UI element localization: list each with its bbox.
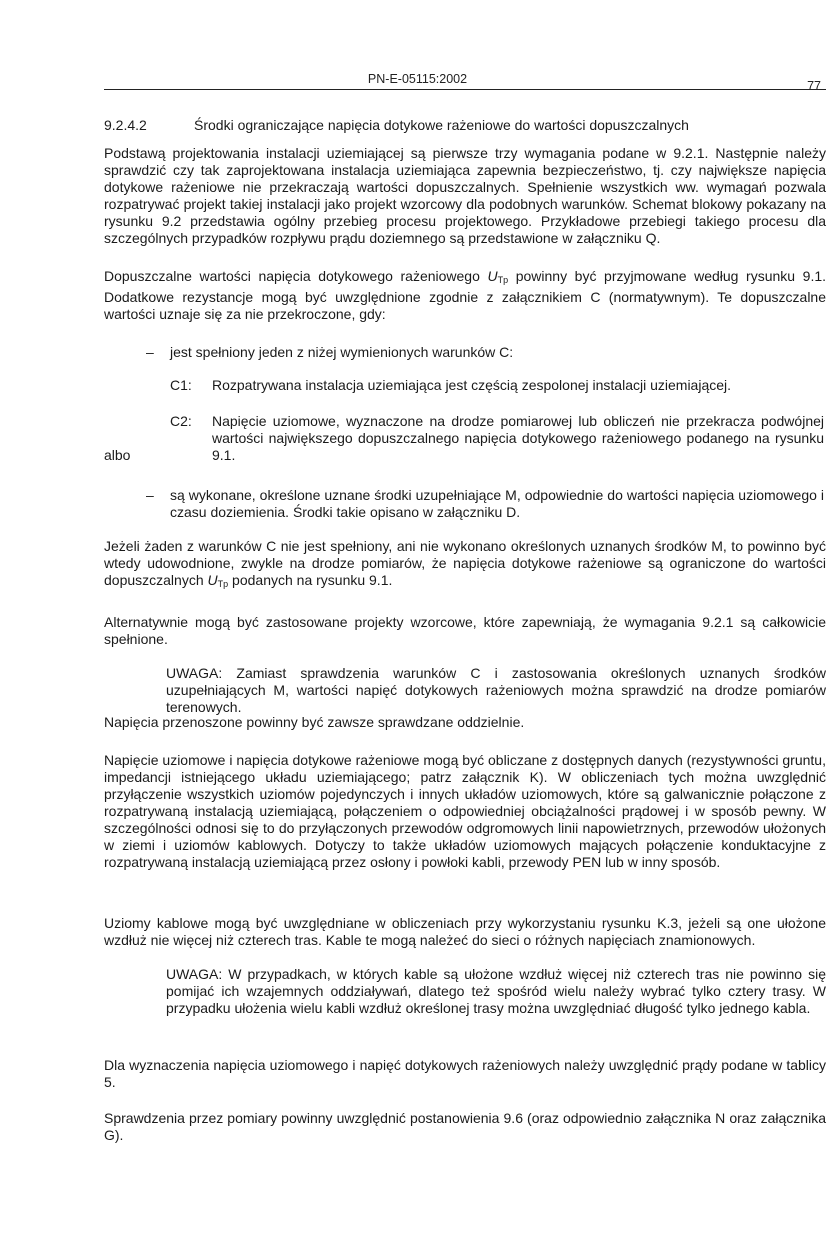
paragraph-5: Napięcia przenoszone powinny być zawsze sprawdzane oddzielnie. [104, 714, 525, 730]
condition-c1-label: C1: [170, 377, 192, 393]
paragraph-3-text-b: podanych na rysunku 9.1. [228, 572, 393, 588]
note-1: UWAGA: Zamiast sprawdzenia warunków C i zastosowania określonych uznanych środków uzupełniających M, wartości napięć dotykowych rażeniowych można sprawdzić na drodze pomiarów terenowych. [166, 665, 826, 715]
paragraph-4: Alternatywnie mogą być zastosowane projekty wzorcowe, które zapewniają, że wymagania 9.2.1 są całkowicie spełnione. [104, 614, 826, 647]
bullet-1-text: jest spełniony jeden z niżej wymienionych warunków C: [170, 344, 514, 360]
paragraph-9: Sprawdzenia przez pomiary powinny uwzględnić postanowienia 9.6 (oraz odpowiednio załącznika N oraz załącznika G). [104, 1110, 826, 1143]
paragraph-3 [104, 538, 826, 593]
utp-symbol: U [487, 268, 498, 284]
utp-symbol-2: U [207, 572, 218, 588]
note-2: UWAGA: W przypadkach, w których kable są ułożone wzdłuż więcej niż czterech tras nie powinno się pomijać ich wzajemnych oddziaływań, dlatego też spośród wielu należy wybrać tylko cztery trasy. W przypadku ułożenia wielu kabli wzdłuż określonej trasy można uwzględniać długość tylko jednego kabla. [166, 966, 826, 1016]
bullet-dash-2: – [146, 487, 154, 503]
utp-subscript: Tp [497, 275, 509, 285]
section-title: Środki ograniczające napięcia dotykowe rażeniowe do wartości dopuszczalnych [194, 117, 689, 133]
paragraph-2-text-a: Dopuszczalne wartości napięcia dotykowego rażeniowego [104, 268, 488, 284]
condition-c1-text: Rozpatrywana instalacja uziemiająca jest częścią zespolonej instalacji uziemiającej. [212, 377, 732, 393]
utp-subscript-2: Tp [217, 579, 229, 589]
section-number: 9.2.4.2 [104, 117, 147, 133]
page-number: 77 [807, 79, 821, 93]
condition-c2-label: C2: [170, 413, 192, 429]
paragraph-2 [104, 268, 826, 323]
condition-c2-text: Napięcie uziomowe, wyznaczone na drodze pomiarowej lub obliczeń nie przekracza podwójnej wartości największego dopuszczalnego napięcia dotykowego rażeniowego podanego na rysunku 9.1. [212, 413, 824, 463]
bullet-dash-1: – [146, 344, 154, 360]
bullet-2-text: są wykonane, określone uznane środki uzupełniające M, odpowiednie do wartości napięcia uziomowego i czasu doziemienia. Środki takie opisano w załączniku D. [170, 487, 824, 520]
paragraph-7: Uziomy kablowe mogą być uwzględniane w obliczeniach przy wykorzystaniu rysunku K.3, jeżeli są one ułożone wzdłuż nie więcej niż czterech tras. Kable te mogą należeć do sieci o różnych napięciach znamionowych. [104, 915, 826, 948]
standard-header: PN-E-05115:2002 [367, 72, 468, 86]
albo-connector: albo [104, 447, 131, 463]
section-heading [104, 117, 826, 134]
paragraph-6: Napięcie uziomowe i napięcia dotykowe rażeniowe mogą być obliczane z dostępnych danych (rezystywności gruntu, impedancji istniejącego układu uziemiającego; patrz załącznik K). W obliczeniach tych można uwzględnić przyłączenie wszystkich uziomów pojedynczych i innych układów uziomowych, które są galwanicznie połączone z rozpatrywaną instalacją uziemiającą, połączeniem o odpowiedniej obciążalności prądowej i w sposób pewny. W szczególności odnosi się to do przyłączonych przewodów odgromowych linii napowietrznych, przewodów ułożonych w ziemi i uziomów kablowych. Dotyczy to także układów uziomowych mających połączenie konduktacyjne z rozpatrywaną instalacją uziemiającą przez osłony i powłoki kabli, przewody PEN lub w inny sposób. [104, 752, 826, 870]
paragraph-2-text-b: powinny być przyjmowane według rysunku 9.1. Dodatkowe rezystancje mogą być uwzględnione zgodnie z załącznikiem C (normatywnym). Te dopuszczalne wartości uznaje się za nie przekroczone, gdy: [104, 268, 827, 322]
paragraph-1: Podstawą projektowania instalacji uziemiającej są pierwsze trzy wymagania podane w 9.2.1. Następnie należy sprawdzić czy tak zaprojektowana instalacja uziemiająca zapewnia bezpieczeństwo, tj. czy największe napięcia dotykowe rażeniowe nie przekraczają wartości dopuszczalnych. Spełnienie wszystkich ww. wymagań pozwala rozpatrywać projekt takiej instalacji jako projekt wzorcowy dla podobnych warunków. Schemat blokowy pokazany na rysunku 9.2 przedstawia ogólny przebieg procesu projektowego. Przykładowe przebiegi takiego procesu dla szczególnych przypadków rozpływu prądu doziemnego są przedstawione w załączniku Q. [104, 145, 826, 246]
paragraph-3-text-a: Jeżeli żaden z warunków C nie jest spełniony, ani nie wykonano określonych uznanych środków M, to powinno być wtedy udowodnione, zwykle na drodze pomiarów, że napięcia dotykowe rażeniowe są ograniczone do wartości dopuszczalnych [104, 538, 826, 588]
header-rule [104, 89, 826, 90]
paragraph-8: Dla wyznaczenia napięcia uziomowego i napięć dotykowych rażeniowych należy uwzględnić prądy podane w tablicy 5. [104, 1057, 826, 1090]
